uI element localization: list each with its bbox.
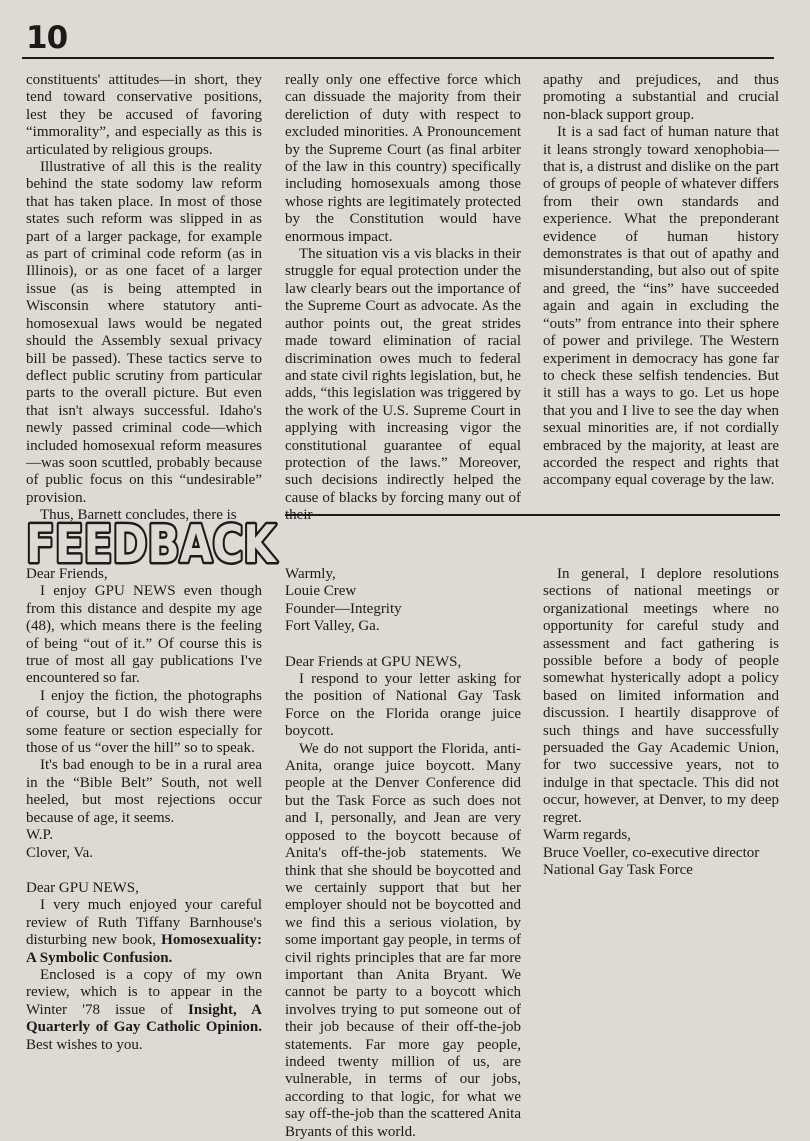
feedback-column-1 — [26, 566, 262, 1054]
letter2-paragraph-1 — [26, 897, 262, 967]
letter1-paragraph: I enjoy the fiction, the photographs of course, but I do wish there were some feature or section especially for those of us “over the hill” so to speak. — [26, 687, 262, 757]
letter2-paragraph-2 — [26, 967, 262, 1054]
book-title: Homosexuality: A Symbolic Confusion. — [26, 932, 262, 966]
letter1-signature: W.P. — [26, 827, 53, 844]
letter3-paragraph: In general, I deplore resolutions sections of national meetings or organizational meetings where no opportunity for careful study and assessment and fact gathering is possible before a body of people somewhat hysterically adopt a policy based on limited information and discussion. I heartily disapprove of such things and have successfully persuaded the Gay Academic Union, for two successive years, not to indulge in that spectacle. This did not occur, however, at Denver, to my deep regret. — [543, 566, 779, 826]
letter2-text: I very much enjoyed your careful review of Ruth Tiffany Barnhouse's disturbing new book, — [26, 897, 262, 949]
article-column-2 — [285, 72, 521, 525]
letter2-text: Best wishes to you. — [26, 1036, 143, 1053]
letter2-name: Louie Crew — [285, 583, 357, 600]
letter1-salutation: Dear Friends, — [26, 566, 108, 582]
header-rule — [22, 57, 774, 59]
article-paragraph: Illustrative of all this is the reality behind the state sodomy law reform that has taken place. In most of those states such reform was slipped in as part of a larger package, for example as part of criminal code reform (as in Illinois), or as one facet of a larger issue (as is being attempted in Wisconsin where statutory anti-homosexual laws would be negated should the Assembly sexual privacy bill be passed). These tactics serve to deflect public scrutiny from particular parts to the overall picture. But even that isn't always successful. Idaho's newly passed criminal code—which included homosexual reform measures—was soon scuttled, probably because of public focus on this “undesirable” provision. — [26, 159, 262, 506]
feedback-logo — [24, 512, 280, 570]
article-paragraph: constituents' attitudes—in short, they tend toward conservative positions, lest they be accused of favoring “immorality”, and especially as this is articulated by religious groups. — [26, 72, 262, 158]
letter2-closing: Warmly, — [285, 566, 336, 582]
publication-title: Insight, A Quarterly of Gay Catholic Opinion. — [26, 1001, 263, 1036]
article-paragraph: apathy and prejudices, and thus promoting a substantial and crucial non-black support group. — [543, 72, 779, 123]
article-column-1 — [26, 72, 262, 525]
letter1-paragraph: I enjoy GPU NEWS even though from this distance and despite my age (48), which means there is the feeling of being “out of it.” Of course this is true of most all gay publications I've encountered so far. — [26, 583, 262, 687]
feedback-heading-inline: FEEDBACK — [26, 515, 278, 570]
feedback-heading — [24, 512, 280, 570]
article-column-3 — [543, 72, 779, 490]
letter1-paragraph: It's bad enough to be in a rural area in the “Bible Belt” South, not well heeled, but most rejections occur because of age, it seems. — [26, 757, 262, 826]
letter3-paragraph: We do not support the Florida, anti-Anita, orange juice boycott. Many people at the Denver Conference did but the Task Force as such does not and I, personally, and Jean are very opposed to the boycott because of Anita's off-the-job statements. We think that she should be boycotted and we certainly support that but her employer should not be boycotted and we find this a serious violation, by some important gay people, in terms of civil rights principles that are far more important than Anita Bryant. We cannot be party to a boycott which involves trying to put someone out of their job because of their off-the-job statements. Far more gay people, indeed twenty million of us, are vulnerable, in terms of our jobs, according to that logic, for what we say off-the-job than the scattered Anita Bryants of this world. — [285, 740, 521, 1140]
letter3-closing: Warm regards, — [543, 827, 631, 844]
feedback-column-2 — [285, 566, 521, 1141]
letter3-paragraph: I respond to your letter asking for the position of National Gay Task Force on the Florida orange juice boycott. — [285, 671, 521, 740]
article-paragraph: It is a sad fact of human nature that it leans strongly toward xenophobia—that is, a distrust and dislike on the part of groups of people of whatever differs from their own standards and experience. What the preponderant evidence of human history demonstrates is that out of apathy and misunderstanding, but also out of spite and greed, the “ins” have succeeded again and again in excluding the “outs” from entrance into their sphere of power and privilege. The Western experiment in democracy has gone far to check these selfish tendencies. But it still has a ways to go. Let us hope that you and I live to see the day when sexual minorities are, if not cordially embraced by the majority, at least are accorded the respect and rights that accompany equal coverage by the law. — [543, 124, 779, 489]
letter3-salutation: Dear Friends at GPU NEWS, — [285, 653, 462, 670]
letter3-org: National Gay Task Force — [543, 861, 693, 878]
letter3-name: Bruce Voeller, co-executive director — [543, 844, 760, 861]
feedback-divider — [285, 514, 780, 516]
article-paragraph: Thus, Barnett concludes, there is — [40, 507, 237, 524]
page-number: 10 — [26, 20, 68, 56]
letter2-text: Enclosed is a copy of my own review, which is to appear in the Winter '78 issue of — [26, 966, 262, 1018]
letter2-title: Founder—Integrity — [285, 600, 402, 617]
article-paragraph: The situation vis a vis blacks in their struggle for equal protection under the law clearly bears out the importance of the Supreme Court as advocate. As the author points out, the great strides made toward elimination of racial discrimination owes much to federal and state civil rights legislation, but, he adds, “this legislation was triggered by the work of the U.S. Supreme Court in applying with increasing vigor the constitutional guarantee of equal protection of the laws.” Moreover, such decisions indirectly helped the cause of blacks by forcing many out of their — [285, 246, 521, 524]
letter2-salutation: Dear GPU NEWS, — [26, 879, 139, 896]
feedback-column-3 — [543, 566, 779, 879]
article-paragraph: really only one effective force which can dissuade the majority from their dereliction of duty with respect to excluded minorities. A Pronouncement by the Supreme Court (as final arbiter of the law in this country) specifically including homosexuals among those whose rights are legitimately protected by the Constitution would have enormous impact. — [285, 72, 521, 245]
letter2-location: Fort Valley, Ga. — [285, 618, 380, 635]
letter1-location: Clover, Va. — [26, 844, 94, 861]
feedback-heading-text: FEEDBACK — [26, 515, 278, 570]
